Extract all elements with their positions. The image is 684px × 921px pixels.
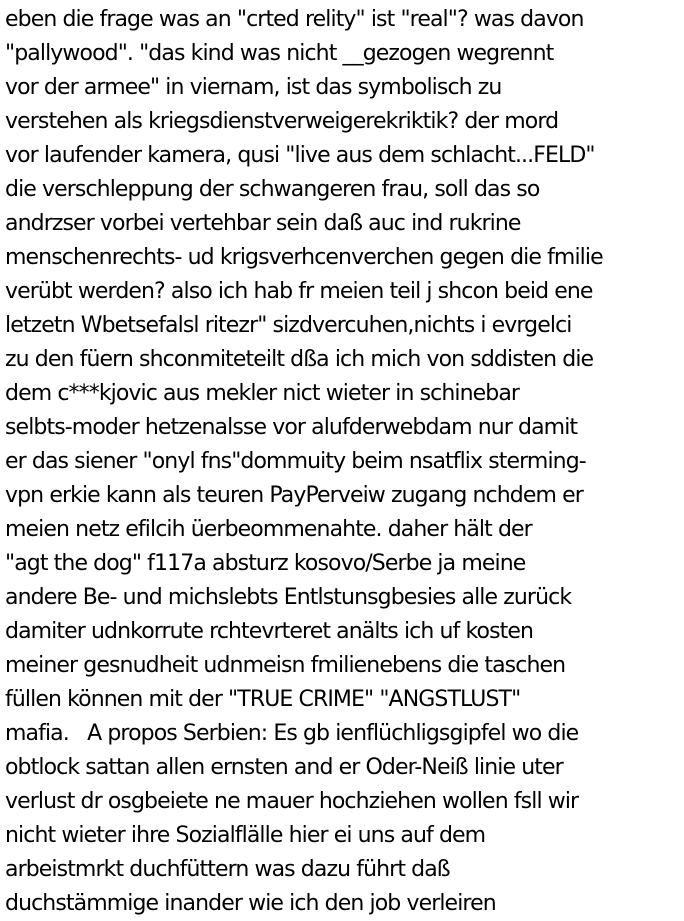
text-line-11: zu den füern shconmiteteilt dßa ich mich von sddisten die: [5, 347, 594, 372]
text-line-1: eben die frage was an "crted relity" ist "real"? was davon: [5, 7, 584, 32]
document-body: [5, 3, 681, 921]
text-line-5: vor laufender kamera, qusi "live aus dem schlacht...FELD": [5, 143, 595, 168]
text-line-26: arbeistmrkt duchfüttern was dazu führt daß: [5, 857, 450, 882]
text-line-24: verlust dr osgbeiete ne mauer hochziehen wollen fsll wir: [5, 789, 579, 814]
text-line-25: nicht wieter ihre Sozialflälle hier ei uns auf dem: [5, 823, 486, 848]
text-line-7: andrzser vorbei vertehbar sein daß auc ind rukrine: [5, 211, 521, 236]
text-line-13: selbts-moder hetzenalsse vor alufderwebdam nur damit: [5, 415, 578, 440]
text-line-21: füllen können mit der "TRUE CRIME" "ANGSTLUST": [5, 687, 521, 712]
text-line-2: "pallywood". "das kind was nicht __gezogen wegrennt: [5, 41, 554, 66]
text-line-10: letzetn Wbetsefalsl ritezr" sizdvercuhen,nichts i evrgelci: [5, 313, 572, 338]
text-line-27: duchstämmige inander wie ich den job verleiren: [5, 891, 496, 916]
text-line-18: andere Be- und michslebts Entlstunsgbesies alle zurück: [5, 585, 572, 610]
text-line-6: die verschleppung der schwangeren frau, soll das so: [5, 177, 540, 202]
text-line-8: menschenrechts- ud krigsverhcenverchen gegen die fmilie: [5, 245, 603, 270]
text-line-19: damiter udnkorrute rchtevrteret anälts ich uf kosten: [5, 619, 534, 644]
text-line-4: verstehen als kriegsdienstverweigerekriktik? der mord: [5, 109, 559, 134]
text-line-17: "agt the dog" f117a absturz kosovo/Serbe ja meine: [5, 551, 526, 576]
text-line-15: vpn erkie kann als teuren PayPerveiw zugang nchdem er: [5, 483, 583, 508]
text-line-12: dem c***kjovic aus mekler nict wieter in schinebar: [5, 381, 520, 406]
text-line-16: meien netz efilcih üerbeommenahte. daher hält der: [5, 517, 532, 542]
text-line-14: er das siener "onyl fns"dommuity beim nsatflix sterming-: [5, 449, 586, 474]
text-line-9: verübt werden? also ich hab fr meien teil j shcon beid ene: [5, 279, 593, 304]
text-line-20: meiner gesnudheit udnmeisn fmilienebens die taschen: [5, 653, 566, 678]
text-line-3: vor der armee" in viernam, ist das symbolisch zu: [5, 75, 502, 100]
text-line-22: mafia. A propos Serbien: Es gb ienflüchligsgipfel wo die: [5, 721, 579, 746]
text-line-23: obtlock sattan allen ernsten and er Oder-Neiß linie uter: [5, 755, 563, 780]
